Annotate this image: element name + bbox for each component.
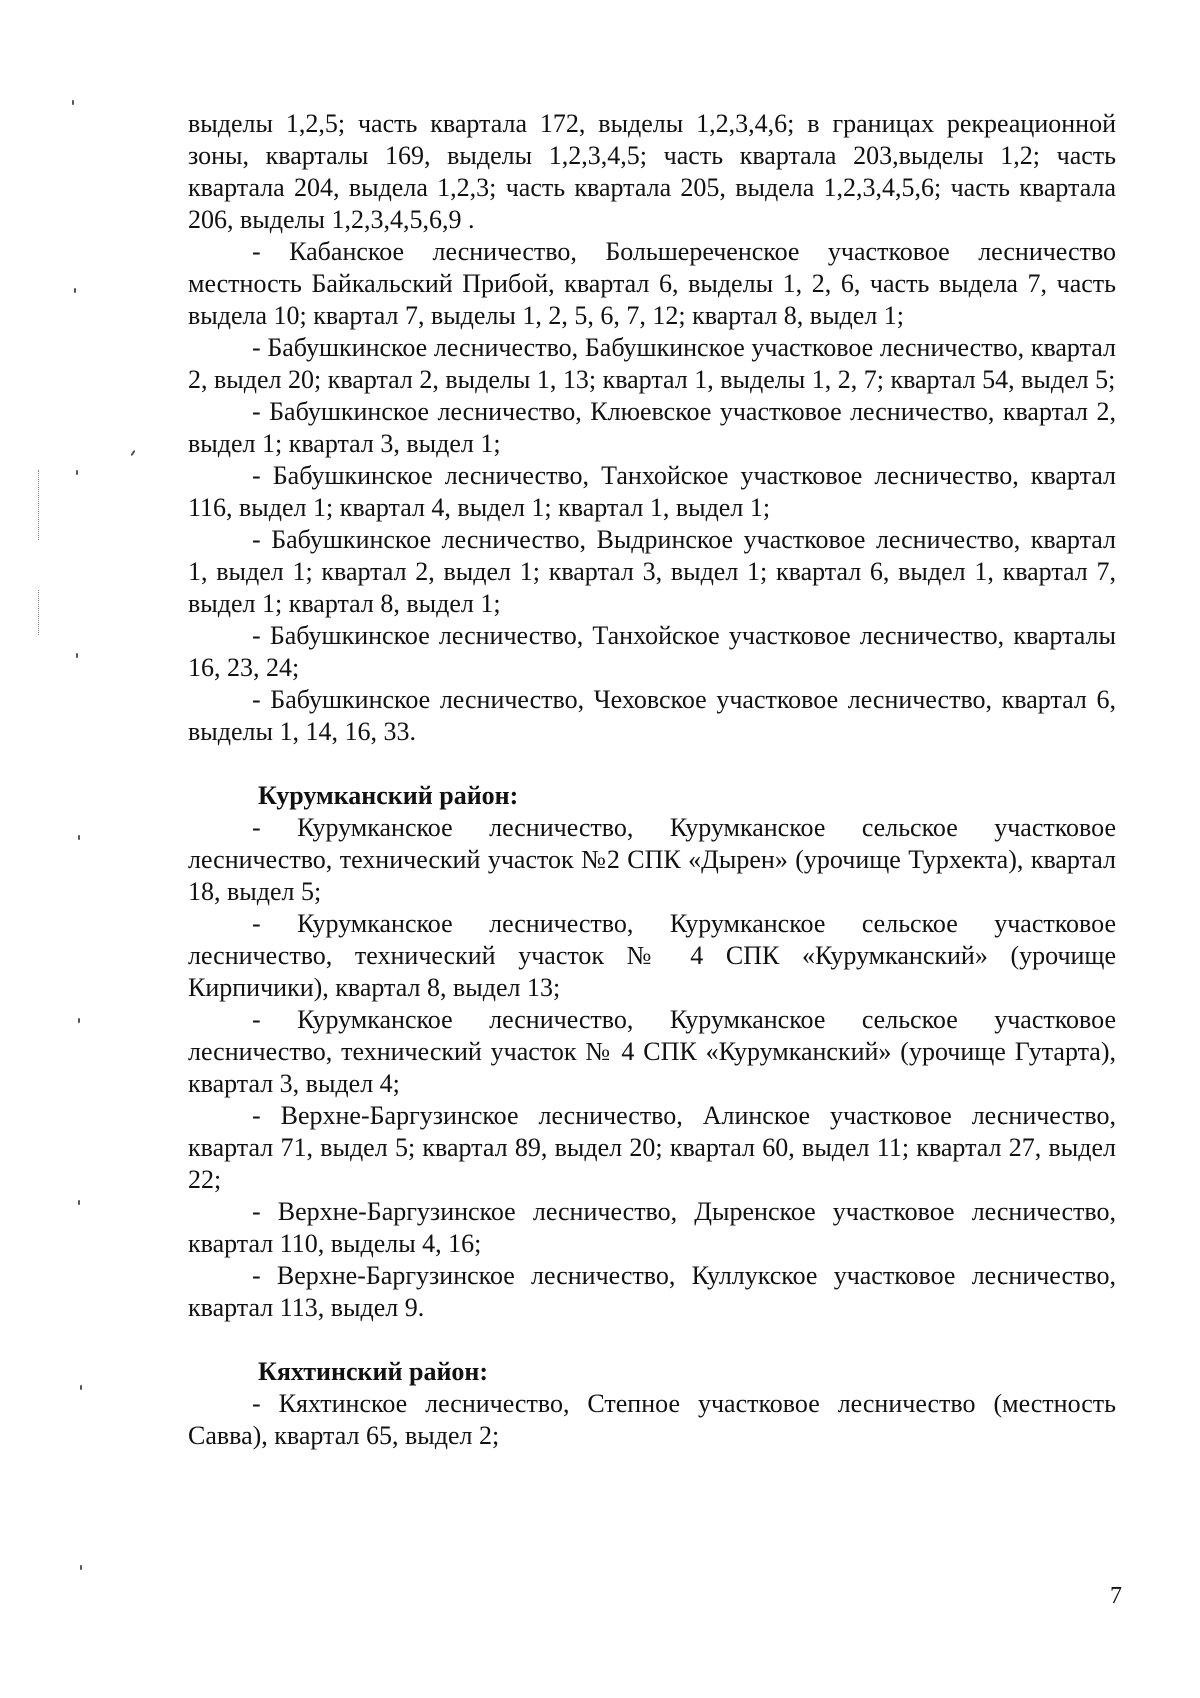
scan-speck bbox=[72, 100, 74, 105]
scan-speck bbox=[78, 1018, 80, 1023]
paragraph-vydrino: - Бабушкинское лесничество, Выдринское участковое лесничество, квартал 1, выдел 1; квартал 2, выдел 1; квартал 3, выдел 1; квартал 6, выдел 1, квартал 7, выдел 1; квартал 8, выдел 1; bbox=[188, 525, 1116, 618]
page-number: 7 bbox=[1110, 1583, 1122, 1609]
scan-speck bbox=[76, 470, 78, 475]
paragraph-kyakhta-stepnoe: - Кяхтинское лесничество, Степное участковое лесничество (местность Савва), квартал 65, выдел 2; bbox=[188, 1389, 1116, 1450]
paragraph-babushkin: - Бабушкинское лесничество, Бабушкинское участковое лесничество, квартал 2, выдел 20; квартал 2, выделы 1, 13; квартал 1, выделы 1, 2, 7; квартал 54, выдел 5; bbox=[188, 333, 1116, 394]
paragraph-tankhoi: - Бабушкинское лесничество, Танхойское участковое лесничество, квартал 116, выдел 1; квартал 4, выдел 1; квартал 1, выдел 1; bbox=[188, 461, 1116, 522]
section-heading-kurumkan: Курумканский район: bbox=[258, 781, 519, 810]
scan-speck bbox=[76, 653, 78, 658]
paragraph-kullukskoe: - Верхне-Баргузинское лесничество, Куллукское участковое лесничество, квартал 113, выдел 9. bbox=[188, 1261, 1116, 1322]
paragraph-kluevsk: - Бабушкинское лесничество, Клюевское участковое лесничество, квартал 2, выдел 1; квартал 3, выдел 1; bbox=[188, 397, 1116, 458]
section-kurumkan bbox=[188, 780, 1116, 1324]
scan-speck bbox=[78, 1200, 80, 1205]
paragraph-continued: выделы 1,2,5; часть квартала 172, выделы 1,2,3,4,6; в границах рекреационной зоны, кварталы 169, выделы 1,2,3,4,5; часть квартала 203,выделы 1,2; часть квартала 204, выдела 1,2,3; часть квартала 205, выдела 1,2,3,4,5,6; часть квартала 206, выделы 1,2,3,4,5,6,9 . bbox=[188, 109, 1116, 234]
paragraph-kurumkan-kirpichiki: - Курумканское лесничество, Курумканское сельское участковое лесничество, технический участок № 4 СПК «Курумканский» (урочище Кирпичики), квартал 8, выдел 13; bbox=[188, 909, 1116, 1002]
paragraph-chekhov: - Бабушкинское лесничество, Чеховское участковое лесничество, квартал 6, выделы 1, 14, 16, 33. bbox=[188, 685, 1116, 746]
paragraph-kabansk: - Кабанское лесничество, Большереченское участковое лесничество местность Байкальский Прибой, квартал 6, выделы 1, 2, 6, часть выдела 7, часть выдела 10; квартал 7, выделы 1, 2, 5, 6, 7, 12; квартал 8, выдел 1; bbox=[188, 237, 1116, 330]
scan-speck bbox=[74, 288, 76, 293]
paragraph-kurumkan-dyren: - Курумканское лесничество, Курумканское сельское участковое лесничество, технический участок №2 СПК «Дырен» (урочище Турхекта), квартал 18, выдел 5; bbox=[188, 813, 1116, 906]
paragraph-tankhoi-2: - Бабушкинское лесничество, Танхойское участковое лесничество, кварталы 16, 23, 24; bbox=[188, 621, 1116, 682]
section-heading-kyakhta: Кяхтинский район: bbox=[258, 1357, 489, 1386]
scan-binding-line bbox=[38, 590, 40, 635]
section-kyakhta bbox=[188, 1356, 1116, 1452]
paragraph-kurumkan-gutarta: - Курумканское лесничество, Курумканское сельское участковое лесничество, технический участок № 4 СПК «Курумканский» (урочище Гутарта), квартал 3, выдел 4; bbox=[188, 1005, 1116, 1098]
scan-speck bbox=[130, 450, 135, 456]
paragraph-alinsk: - Верхне-Баргузинское лесничество, Алинское участковое лесничество, квартал 71, выдел 5; квартал 89, выдел 20; квартал 60, выдел 11; квартал 27, выдел 22; bbox=[188, 1101, 1116, 1194]
scan-speck bbox=[78, 835, 80, 840]
document-body bbox=[188, 108, 1116, 1452]
scan-binding-line bbox=[38, 470, 40, 540]
paragraph-dyrensk: - Верхне-Баргузинское лесничество, Дыренское участковое лесничество, квартал 110, выделы 4, 16; bbox=[188, 1197, 1116, 1258]
scan-speck bbox=[80, 1565, 82, 1570]
scan-speck bbox=[80, 1385, 82, 1390]
